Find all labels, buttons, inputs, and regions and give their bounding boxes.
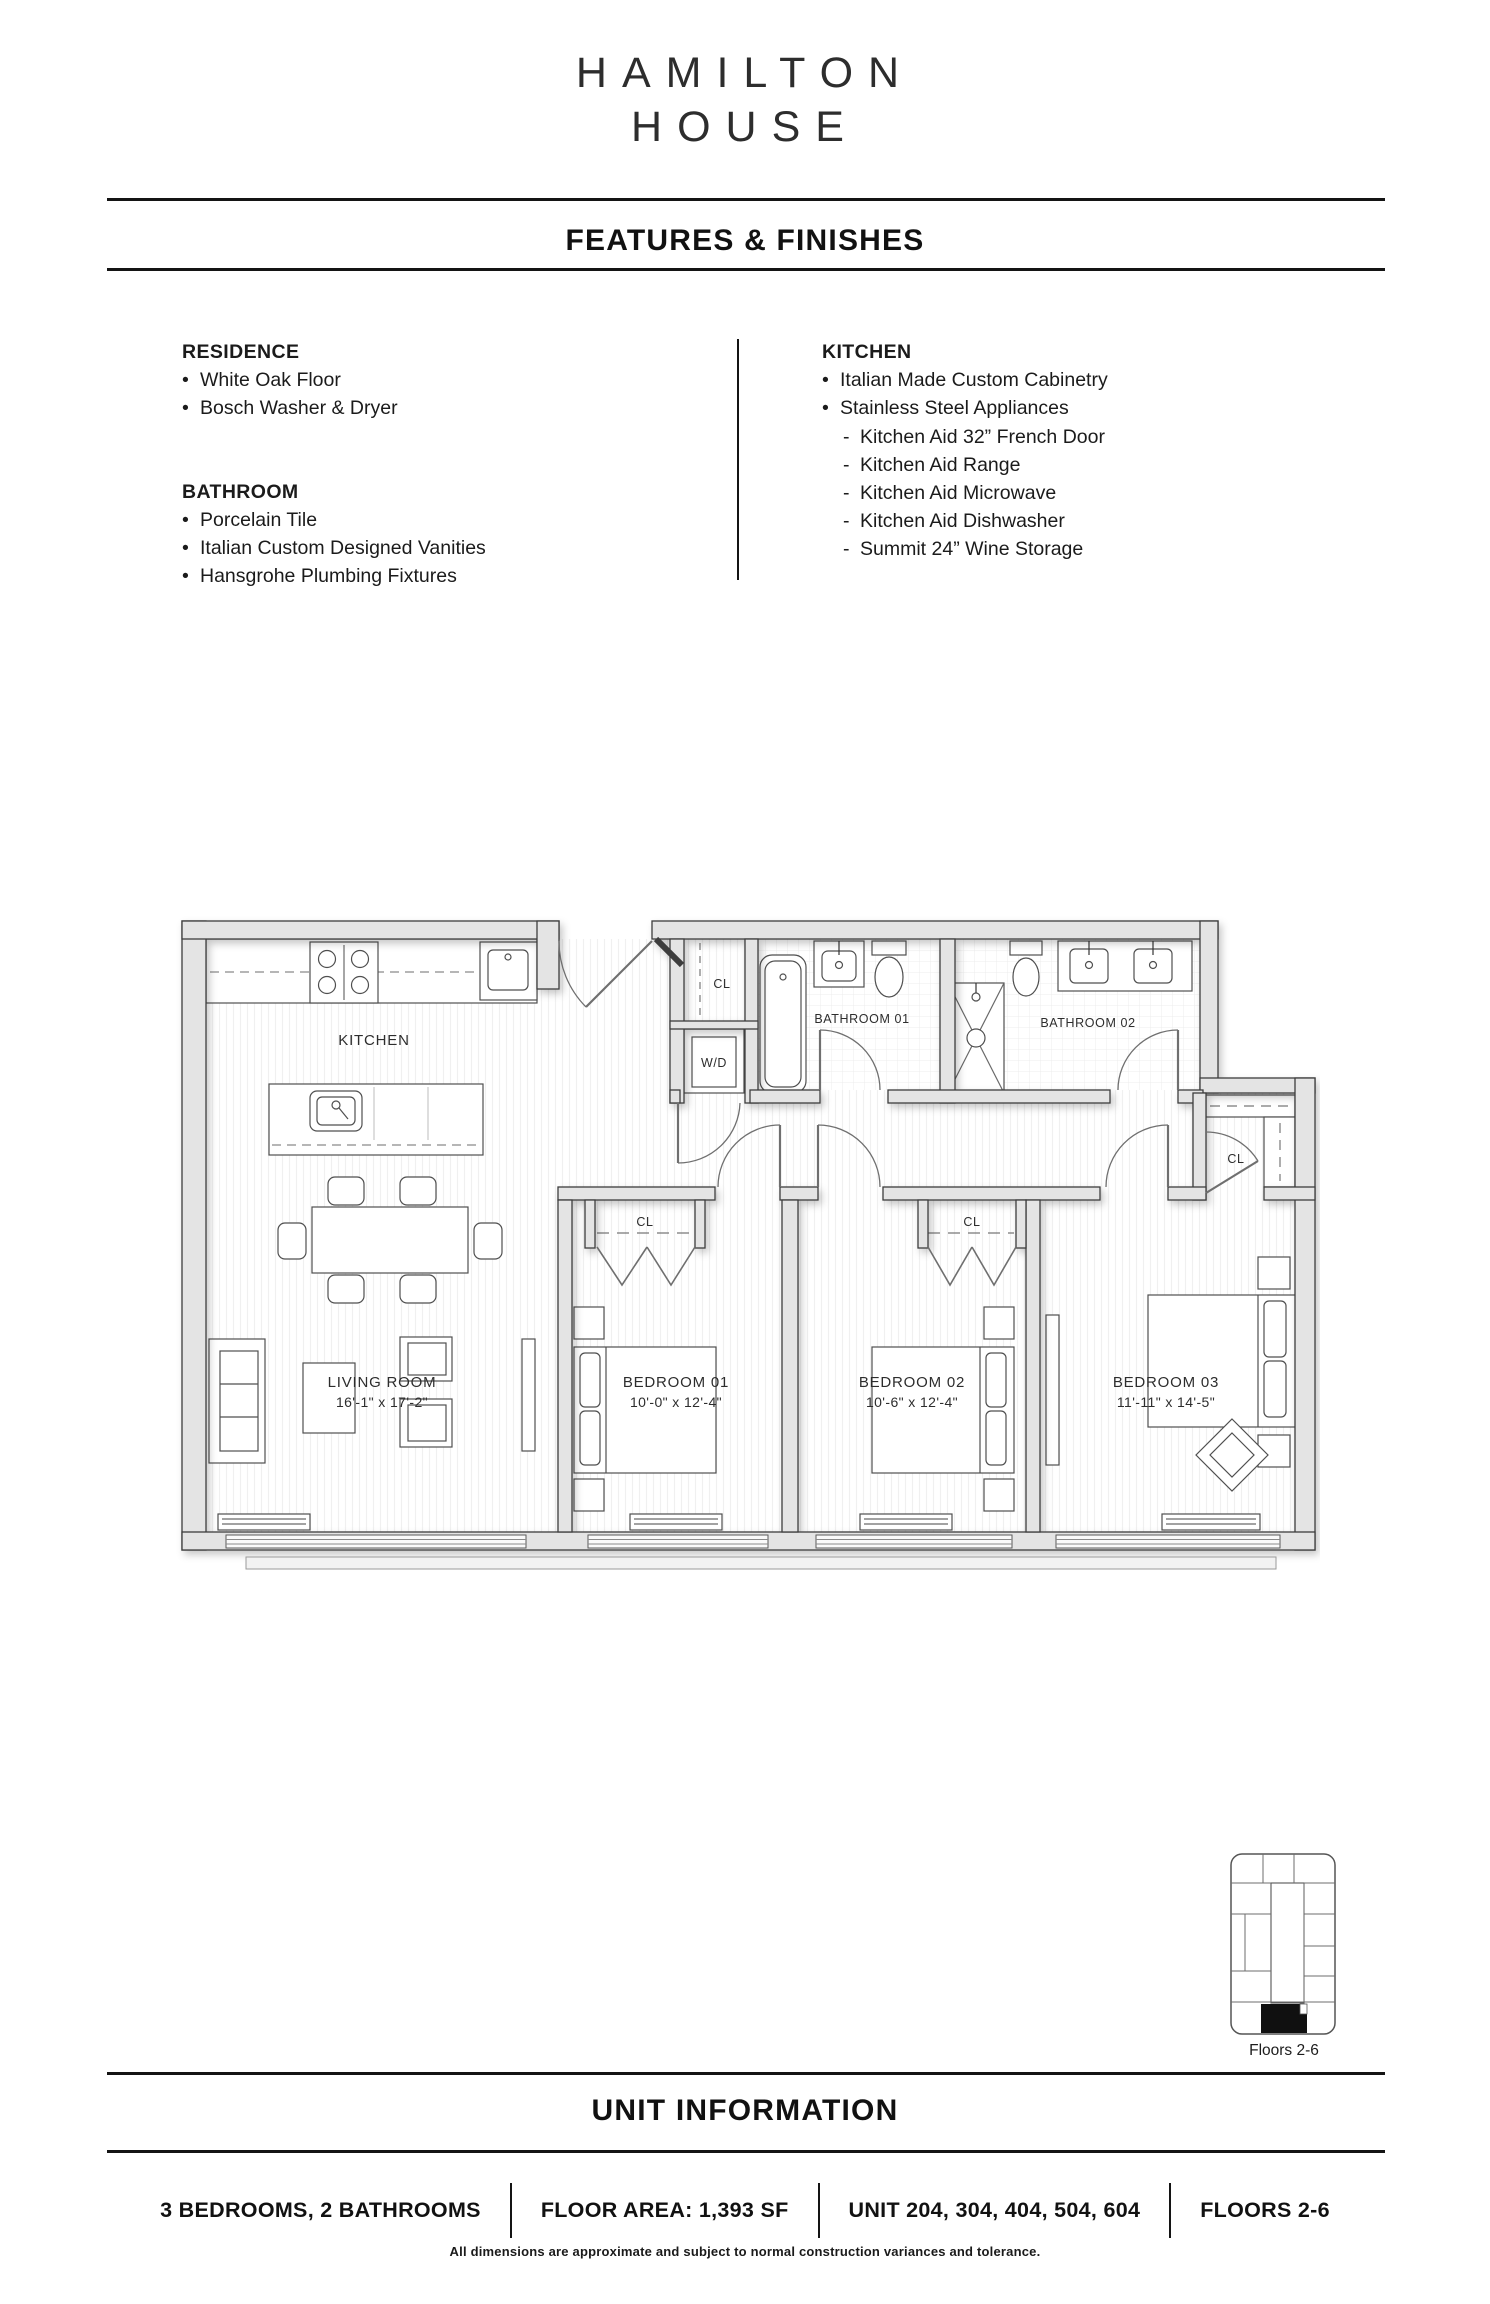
floor-plan — [160, 895, 1320, 1575]
bathroom1-label: BATHROOM 01 — [814, 1012, 910, 1026]
sofa — [209, 1339, 265, 1463]
kitchen-heading: KITCHEN — [822, 341, 912, 363]
bullet-glyph: • — [182, 565, 189, 588]
bullet-glyph: • — [822, 397, 829, 420]
nightstand — [574, 1307, 604, 1339]
bullet-glyph: • — [182, 369, 189, 392]
sub-list-item — [843, 479, 1382, 507]
kitchen-counter — [206, 939, 537, 1003]
list-item — [182, 534, 722, 562]
bathroom1-vanity — [814, 941, 864, 987]
bedroom1-label: BEDROOM 01 — [622, 1374, 730, 1391]
hall-closet-label: CL — [713, 977, 731, 991]
sub-list-item — [843, 535, 1382, 563]
stat-unit-numbers: UNIT 204, 304, 404, 504, 604 — [848, 2198, 1141, 2222]
brand-line2: HOUSE — [631, 103, 859, 151]
features-right-column — [822, 338, 1382, 564]
courtyard — [1271, 1883, 1304, 2003]
nightstand — [574, 1479, 604, 1511]
sub-list-item-text: Kitchen Aid Microwave — [860, 482, 1057, 505]
bedroom3-dims: 11'-11" x 14'-5" — [1116, 1394, 1216, 1410]
list-item-text: White Oak Floor — [200, 369, 341, 392]
list-item — [182, 394, 722, 422]
key-plan-svg — [1226, 1850, 1342, 2040]
divider-top-2 — [107, 268, 1385, 271]
bathroom2-label: BATHROOM 02 — [1040, 1016, 1136, 1030]
sub-list-item — [843, 423, 1382, 451]
bathroom-list — [182, 506, 722, 591]
key-plan-caption: Floors 2-6 — [1249, 2042, 1319, 2059]
bedroom2-label: BEDROOM 02 — [858, 1374, 966, 1391]
list-item-text: Stainless Steel Appliances — [840, 397, 1069, 420]
divider-bottom-1 — [107, 2072, 1385, 2075]
bedroom1-dims: 10'-0" x 12'-4" — [629, 1394, 723, 1410]
living-room-label: LIVING ROOM — [327, 1374, 437, 1391]
list-item-text: Bosch Washer & Dryer — [200, 397, 398, 420]
kitchen-island — [269, 1084, 483, 1155]
bedroom2-closet-label: CL — [963, 1215, 981, 1229]
bathtub-icon — [760, 955, 806, 1093]
stat-bedrooms-bathrooms: 3 BEDROOMS, 2 BATHROOMS — [160, 2198, 481, 2222]
sub-list-item-text: Kitchen Aid 32” French Door — [860, 425, 1105, 448]
column-spacer — [182, 423, 722, 478]
dash-glyph: - — [843, 510, 850, 533]
key-plan — [1226, 1850, 1342, 2040]
bullet-glyph: • — [822, 369, 829, 392]
walkin-closet-label: CL — [1227, 1152, 1245, 1166]
sub-list-item-text: Summit 24” Wine Storage — [860, 538, 1084, 561]
divider-bottom-2 — [107, 2150, 1385, 2153]
brand-line1: HAMILTON — [575, 49, 915, 97]
bathroom-heading: BATHROOM — [182, 480, 299, 503]
bedroom1-closet-label: CL — [636, 1215, 654, 1229]
unit-stats-row — [0, 2183, 1490, 2238]
sub-list-item-text: Kitchen Aid Dishwasher — [860, 510, 1065, 533]
highlighted-unit — [1261, 2004, 1307, 2033]
nightstand — [984, 1479, 1014, 1511]
list-item — [822, 394, 1382, 422]
sub-list-item-text: Kitchen Aid Range — [860, 453, 1021, 476]
list-item — [182, 366, 722, 394]
residence-list — [182, 366, 722, 422]
features-title: FEATURES & FINISHES — [565, 224, 925, 257]
sub-list-item — [843, 507, 1382, 535]
dash-glyph: - — [843, 453, 850, 476]
stat-floors: FLOORS 2-6 — [1200, 2198, 1330, 2222]
bedroom3-dresser — [1046, 1315, 1059, 1465]
dash-glyph: - — [843, 538, 850, 561]
bullet-glyph: • — [182, 508, 189, 531]
bullet-glyph: • — [182, 537, 189, 560]
features-left-column — [182, 338, 722, 590]
list-item-text: Italian Made Custom Cabinetry — [840, 369, 1108, 392]
floor-plan-svg — [160, 895, 1320, 1575]
parapet-band — [246, 1557, 1276, 1569]
bullet-glyph: • — [182, 397, 189, 420]
nightstand — [984, 1307, 1014, 1339]
list-item — [182, 506, 722, 534]
tv-console — [522, 1339, 535, 1451]
unit-info-title: UNIT INFORMATION — [591, 2094, 899, 2127]
bedroom3-label: BEDROOM 03 — [1112, 1374, 1220, 1391]
features-column-divider — [737, 339, 739, 580]
stat-floor-area: FLOOR AREA: 1,393 SF — [540, 2198, 789, 2222]
list-item-text: Italian Custom Designed Vanities — [200, 537, 486, 560]
residence-heading: RESIDENCE — [182, 341, 300, 363]
list-item-text: Porcelain Tile — [200, 508, 318, 531]
list-item — [822, 366, 1382, 394]
dash-glyph: - — [843, 425, 850, 448]
dash-glyph: - — [843, 482, 850, 505]
living-room-dims: 16'-1" x 17'-2" — [335, 1394, 429, 1410]
bathroom2-vanity — [1058, 941, 1192, 991]
sub-list-item — [843, 451, 1382, 479]
windows-layer — [226, 1535, 1280, 1569]
kitchen-sublist — [822, 423, 1382, 564]
brand-logo — [0, 46, 1490, 154]
shower-icon — [948, 983, 1004, 1093]
disclaimer-text: All dimensions are approximate and subject to normal construction variances and tolerance. — [449, 2244, 1041, 2259]
list-item-text: Hansgrohe Plumbing Fixtures — [200, 565, 457, 588]
kitchen-label: KITCHEN — [338, 1032, 410, 1049]
divider-top-1 — [107, 198, 1385, 201]
nightstand — [1258, 1257, 1290, 1289]
wd-label: W/D — [700, 1056, 728, 1070]
bathroom1-toilet — [872, 941, 906, 997]
kitchen-list — [822, 366, 1382, 422]
bathroom2-toilet — [1010, 941, 1042, 996]
bedroom2-dims: 10'-6" x 12'-4" — [865, 1394, 959, 1410]
list-item — [182, 562, 722, 590]
